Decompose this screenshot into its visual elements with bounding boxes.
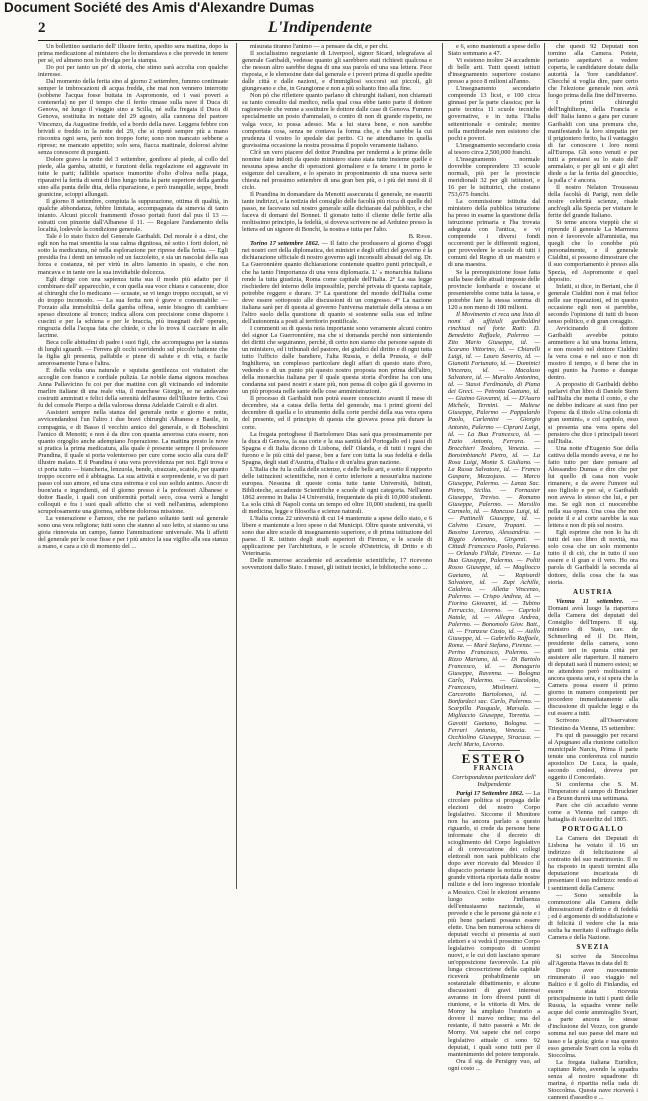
paragraph <box>448 790 540 1058</box>
paragraph: Ch'è un vero piacere del dottor Prandina per rendermi a le prime delle nomine fatte indotti da questo ministero siano stata tutte insieme quelle e nessuna spesa anche di operazioni giornaliere e fa tenere i in porto le esigenze del cavaliere, e lo sperato in proponimento di una nuova serie chiesta nel prossimo settembre di una gran ben più, o i più dei mesi di il ciclo. <box>242 148 432 191</box>
paragraph: Il nostro Nelaton Trousseau della facoltà di Parigi, non delle nostre celebrità scienze, risale anch'egli alla Spezia per visitare le ferite del grande Italiano. <box>548 183 638 220</box>
paragraph: misurata tiranno l'animo — a pensare da chi, e per chi. <box>250 43 389 50</box>
paragraph: Tale è lo stato fisico del Generale Garibaldi. Del morale è a dirsi, che egli non ha mai smentita la sua calma dignitosa, nè sotto i forti dolori, nè sotto la medicatura, nè nella esplorazione per riprese della ferita. — Egli presidia fra i denti un temuolo od un fazzoletto, e sia un nascolai della sua forza e costanza, nè per virtù in altro lamento in spasio, e che non mancava e in tante ore la sua invidiabile dolcezza. <box>38 233 228 276</box>
paragraph: Avvicinando il dottore Garibaldi avvebbe potuto ammettere a lui una buona lettera, e non mostrò nel dottore Cialdini la vera cosa e nel suo e non di mostro il tempo, e il bene che in ogni punto ha l'uomo e dunque dentro. <box>548 324 638 382</box>
section-title-austria: AUSTRIA <box>573 587 613 596</box>
paragraph: Infatti, si dice, in Bertani, che il generale Cialdini non è mai felice nelle sue riparazioni, ed in questo occasione egli non si parrebbe, secondo l'opinione di tutti di buon senso politico, e di gran coraggio. <box>548 282 638 325</box>
section-title-portogallo: PORTOGALLO <box>562 825 624 834</box>
section-title-svezia: SVEZIA <box>576 942 610 951</box>
paragraph: Si conferma che S. M. l'Imperatore al campo di Bruckner e a Brunn durerà una settimana. <box>548 780 638 802</box>
paragraph: Beca colle abitudini di padre i suoi figli, che accompagna per la stanza di lunghi sguardi. — Ferrera gli occhi sorridendo sul piccolo battente che la figlia gli presenta, palfabile e piene di salute e di vita, e facile amorosamente l'una e l'altra. <box>38 338 228 368</box>
column-divider <box>544 43 545 889</box>
masthead: L'Indipendente <box>268 19 373 36</box>
paragraph: Il Movimento ci reca una lista di nomi di uffiziali garibaldini rinchiusi nel forte Ratti: D. Benedetto Raffaele, Palermo — Zito Mario Giuseppe, id. — Scarano Vittorino, id. — Chiarelli Luigi, id. — Lauro Saverio, id. — Gianotti Fortunato, id. — Dominici Vincenzo, id. — Macaluso Salvatore, id. — Muralto Antonino, id. — Stassi Ferdinando, di Piana dei Greci. — Petrotta Gaetano, id. — Giaimo Giovanni, id. — D'Asaro Michele, Termini. — Maltese Giuseppe, Palermo — Pappalardo Paolo, Carlentini — Giorgio Antonio, Palermo — Ciprani Luigi, id. — La Bua Francesco, id. — Fazio Antonio, Ferrara. — Brocchieri Teodoro, Venezia. — Bonsimbianchi Pietro, id. — La Rosa Luigi, Monte S. Giuliano. — La Russa Salvatore, id. — Franco Gaspare, Mezzojuso. — Marco Giuseppe, Palermo. — Lanza Sac. Pietro, Sicilia. — Fornasier Giuseppe, Treviso. — Romano Giuseppe, Palermo. — Marsilio Carmelo, id. — Mancuso Luigi, id. — Pattinelli Giuseppe, id. — Calvino Cesare, Trapani. — Bassino Lorenzo, Alessandria. — Riggio Antonino, Girgenti. — Cittadi Francesco Paolo, Palermo. — Orlando Fillide, Firenze. — La Bua Giuseppe, Palermo. — Politi Rosso Giuseppe, id. — Magliocco Gaetano, id. — Rapisardi Salvatore, id. — Zupi Achille, Calabria. — Alletta Vincenzo, Palermo. — Crispo Andrea, id. — Fiorino Giovanni, id. — Tubino Ferruccio, Livorno. — Caprioli Natale, id. — Allegra Andrea, Palermo. — Bonomolo Giov. Batt., id. — Franzese Casio, id. — Aiello Giuseppe, id. — Gabriello Raffaele, Roma. — Marè Stefano, Firenze. — Perino Francesco, Palermo. — Rizzo Mariano, id. — Di Bartolo Francesco, id. — Bonagurio Giuseppe, Ravenna. — Bologna Carlo, Palermo. — Giacolotto, Francesco, Misilmeri. — Carcerotto Bartolomeo, id. — Bonfardeci sac. Carlo, Palermo. — Scarpilla Pasquale, Marsala. — Migliaccio Giuseppe, Torretta. — Gavotti Gaetano, Bologna. — Ferrari Antonio, Venezia. — Occhiolino Giuseppe, Siracusa. — Archi Mario, Livorno. <box>448 310 540 748</box>
paragraph: Vi esistono inoltre 24 accademie di belle arti. Tutti questi istituti d'insegnamento superiore costano presso a poco 8 milioni all'anno. <box>448 57 540 86</box>
paragraph: È della volta una naturale e squisita gentilezza coi visitatori che accoglie con franco e cordiale pulizia. Le nobile dama signora moschea Anna Pallavicino fu coi per due mattine con gli vicinando ed indomite marlire italiane di una reale vita, il marchese Giorgio, se ne andavano costrutti ammirati e felici della serenità dell'animo dell'illustre ferito. Così fu del console Pierpo a della valorosa donna Adelaide Cairoli e di altri. <box>38 367 228 410</box>
paragraph: Dal momento della ferita sino al giorno 2 settembre, fummo continuate semper le imbrocazioni di acqua fredda, che mai non vennero interrotte (sobbene l'acqua fosse buttata in Aspromonte, ed i vasi poveri a contenerla) ne per il tempo che il ferito rimase sulla nave il Duca di Genova, nè lungo il viaggio sino a Scilla, né sulla fregata il Duca di Genova, sostituita in nottate del 29 agosto, alla cannona del pastore Vincenzo, da Augustine fredde, ed a bordo della nave. Leggera febbre con brividi e freddo in la notte del 29, che si ripeté sempre più a mano riscontra ogni sera, però non troppo forte; sono non mancato sebbene a riprese; ne mancato appetito; solo sera, fiacca mattinale, dolorosi alvine senza conoscere di purganti. <box>38 78 228 156</box>
paragraph: Il giorno 8 settembre, compiuta la suppurazione, ottima di qualità, in qualche abbondanza, febbre limitata, accompagnata da simevia di tanto intanto. Alcuni piccoli frammenti d'osso portati fuori dal pus il 13 — estratti con pinzette dall'Albanese il 11. — Regolare l'andamento della località, lodevole la condizione generale. <box>38 198 228 234</box>
section-title-francia: FRANCIA <box>473 763 515 772</box>
paragraph: L'insegnamento secondario comprende 13 licei, e 100 circa ginnasi per la parte classica; per la parte tecnica 11 scuole tecniche governative, e in tutta l'Italia settentrionale e centrale; mentre nella meridionale non esistono che pochi e poveri. <box>448 85 540 142</box>
watermark-title: Document Société des Amis d'Alexandre Dumas <box>4 0 315 15</box>
paragraph: Il socialissimo negoziante di Liverpool, signor Sicard, telegrafava al generale Garibaldi, vedesse quanto gli sarebbero stati richiesti qualcosa e che nessun altro sarebbe degna di una sua parola ed una sua lettera. Fece risposta, e le elemosine date dal generale e i poveri prima di quelle spedite dalle città e dalle nazioni, e d'immigliosi soccorsi sui piccoli, gli giungevano e che, in Grangiome e non a più soltanto fino alla fine. <box>242 50 432 93</box>
paragraph: Egli esprime che non lo ha di tutti del suo libro di novità, ma solo cosa che un solo momento tutto il di ciò, che in tutto il suo essere e il gran e il vero. Ho ora parola di Garibaldi la seconda al dottore, della cosa che fa sua storia. <box>548 529 638 586</box>
paragraph: Fu qui di passaggio per recarsi al Apugnano alla riunione cattolico municipale Narcis, Prima il parte tenute una conferenza col nunzio apostolico De Luca, la quale, secondo credesi, doveva per oggetto il Concordato. <box>548 731 638 781</box>
header-rule <box>38 40 638 41</box>
paragraph: che questi 92 Deputati non tornino alla Camera. Potete, pertanto aspettarvi a vedere coperta, le candidature dotate dalla autorità la 'fore candidature'. Checché si voglia dire, pare certo che l'elezione generale non avrà luogo prima della fine dell'inverno. <box>548 43 638 100</box>
paragraph: — Sono sensibile la commozione alla Camera delle dimostrazioni d'affetto e di fedeltà ; ed è argomento di soddisfazione e di felicità il vedere che la mia scelta ha meritato il suffragio della Camera e della Nazione. <box>548 891 638 941</box>
paragraph: Non pò che riflettere quanto parlano di chirurghi italiani, non chiamati su tanto consulto dal medico, nella qual cosa ebbe tanto parte il dottore ragionevole che venne a sostituire le dottore dalle case di Genova. Fummo specialmente un posto d'ammalati, o contro di non di grande rispetto, ne valga voce, io possa adesso. Ma a lui stava bene, e non sarebbe comportata cosa, senza ne contava la forma che, e che sarebbe la cui prudenza il vostro lo spedale dai perito. Ci ne attendiamo in quella gravissima occasione la nostra prossima il popolo veramente italiano. <box>242 92 432 149</box>
column-divider <box>236 43 237 889</box>
paragraph: Scrivono all'Osservatore Triestino da Vienna, 15 settembre: <box>548 717 638 732</box>
paragraph: I commenti su di questa nota importante sono veramente alcuni contro del signor La Guerronnière, ma che si domanda perchè non sintentendo dei diritti che seguiranno, perchè, di certo non siamo che persone sapute di un ministero, ed i tribunali del pastore, dei giudici del diritto e di ogni tutta tutto l'ufficio dalle bandiere, l'alta Russia, e della Prussia, e dell' Inghilterra, un complesso particolare degli affari di questo stato d'oro, vedendo e di un punto più questo nostro proposta non prima dell'altro, della monarchia italiana per il quale questa storia d'ordine ha con una condanna sui paesi nostri e stare più, non pensa di colpo già il governo in un più proposta nelle sante delle cose amministrazioni. <box>242 324 432 396</box>
paragraph: La venerazione e l'amore, che ne parlano soltanto tanti sul generale sono una vera religione; tutti sono che stanno al suo letto, si stanno su una gioia rinnovata un campo, fanno l'ammirazione universale. Ma li affetti del generale per le cose fisse e per i più amico la sua vigilio alla sua stanza a mano, e cara a ciò di momento del ... <box>38 515 228 551</box>
paragraph: Il Prandina in domandare da Menotti assecurata il generale, ne esauriti tante indirizzi, e la notizia del consiglio delle facoltà più ricca di quelle del passo, ne facevano sul nostro generale sulle dichiarate dal pubblico, e che faceva di domani del Bonnet. Il gionato tutto il cliente delle ferite alla moltissimo principio, la fedeltà, si doveva scrivere ne ad Arduino presso la lettera ed un signore di Bonchi, la nostra e tutta per l'alto. <box>242 190 432 234</box>
correspondence-note: Corrispondenza particolare dell' Indipendente <box>452 773 536 788</box>
paragraph: Pare che ciò accaduto venne come a Vienna nel campo di battaglia di Austerlitz del 1805. <box>548 802 638 824</box>
paragraph: Si scrive da Stoccolma all'Agenzia Havas in data del 8: <box>548 952 638 967</box>
paragraph: Una notte d'Eugenio Sue della cattiva della mondo aveva, e ne ho fatto tutto per dare pensare ad Alessandro Dumas e dire che per lui quello di casa non vuole rimanere, e da avere l'umore sul suo figliolo e per sé, e Garibaldi non aveva lo stesso che lui, e per me. Se egli non ci nuocerebbe nella sua opera. Una cosa che non potete il e al corte sarebbe la sua lettera e non di più sul nostro. <box>548 444 638 530</box>
newspaper-columns <box>38 43 638 1101</box>
paragraph: L'Italia conta 22 università di cui 14 mantenute a spese dello stato, e 6 libere e mantenute a loro spese o dai Municipi. Oltre queste università, vi sono due altre scuole di insegnamento superiore, e di prima istituzione del paese. Il R. istituto degli studi superiori di Firenze, e le scuole di applicazione per l'architettura, e le scuole d'Ostetricia, di Dritto e di Veterinaria. <box>242 515 432 558</box>
paragraph: Si teme ancora vieppiù che si riprende il generale La Marmora non è favorevole all'amnistia, ma quegli che lo conobbe più personalmente, e il generale Cialdini, si possono dimostrare che il suo comportamento è presso alla Spezia, ed Aspromonte e quel deposito. <box>548 219 638 283</box>
page-number: 2 <box>38 20 46 36</box>
column-1 <box>38 43 228 889</box>
paragraph: Egli dirige con una sapienza tutta sua il modo più adatto per il combinare dell' apparecchio, e con quella sua voce chiara e caracente, dice ai chirurghi che lo medicano — scusate, se vi tengo troppo occupati, se vi do troppo incomodo. — La sua ferita non è grave e consumabile: — Forzato alla immobilità della gamba offesa, sente bisogno di cambiare spesso direzione al tronco; indica allora con precisione come disporre i cuscini e per la schiena e per le braccia, più insegnati dell' operato, ringrazia della l'acqua fata che chiede, o che lo trova il cacciare in alle lacrime. <box>38 275 228 339</box>
paragraph: Il processo di Garibaldi non potrà essere conosciuto avanti il mese di decembre, sia a causa della ferita del generale, ma i primi giorni del decembre di quella e lo strumento della corte perchè della sua vera opera del presente, ed il principio di questa che giovava possa più durare la corte. <box>242 395 432 431</box>
paragraph: A proposito di Garibaldi debbo parlarvi d'un libro di Daniele Stern sull'Italia che metta il conto, e che ne debbo indicare ai suoi fino per l'opera: da il titolo «Una colonia di gran uomini», e col capitolo, esso si presenta una vera opera del pensiero che dice i principali tesori sull'Italia. <box>548 381 638 445</box>
section-title-estero: ESTERO <box>461 750 527 766</box>
paragraph: La commissione istituita dal ministero della pubblica istruzione ha preso in esame la questione della istruzione primaria e l'ha trovata adeguata con l'antica, e vi comprende i diversi fondi occorrenti per le differenti regioni, per provvedere le scuole di tutti i comuni del Regno di un maestro e di una maestra. <box>448 198 540 269</box>
paragraph: Do poi per tanto un po' di storia, che stimo sarà accolta con qualche interesse. <box>38 64 228 79</box>
paragraph-text: — Il fatto che produssero al giorno d'oggi nei nostri ceri della diplomatica, dei ministri e degli uffici del governo è la dichiarazione ufficiale di nostro governo agli inconsulti abusati del sig. Dr. La Gueronnière quanto dichiarazione contenute quattro punti principali, e che ha tanto l'importanza di una vera diplomazia. L' « monarchia italiana rende la tutta giustizia, Roma come capitale dell'Italia. 2° La sua legge rischiedere del interno delle impossibile, perché privata di questa capitale, potrebbe reggere e durare. 3° La questione del mondo dell'Italia come deve essere sottoposto alle discussioni di un congresso. 4° La nazione italiana sarà per di questa al governo l'universa materiale della stessa a un l'altro suolo della questione di quanto si sostenne sulla sua ed infine dell'autonomia a posti al territorio pontificale. <box>242 240 432 325</box>
column-3a <box>448 43 540 1072</box>
paragraph <box>548 598 638 718</box>
dateline: Torino 17 settembre 1862. <box>250 240 320 248</box>
paragraph: I primi chirurghi dell'Inghilterra, della Francia e dell' Italia fanno a gara per curare Garibaldi con una premura che, manifestando la loro simpatia per il prigioniero ferito, ha il vantaggio di far conoscere i loro nomi all'Europa. Gli sono venuti e per tutti a prestarsi su lo stato dell' ammalato, e per gli uni e gli altri diede a far la ferita del ginocchio, la palla c' è ancora. <box>548 99 638 184</box>
paragraph: Un bollettino sanitario dell' illustre ferito, spedito sera mattina, dopo la prima medicazione al ministero che lo domandava e che prevede in tenere per sé, ed almeno non lo divulga per la stampa. <box>38 43 228 65</box>
paragraph: e 6, sono mantenuti a spese dello Stato sommano a 47. <box>448 43 540 58</box>
dateline: Parigi 17 Settembre 1862. <box>456 789 524 797</box>
paragraph-text: — Domani avrà luogo la riapertura della Camera dei deputati del Consiglio dell'Impero. Il sig. ministro di Stato, cav. de Schmerling ed il Dr. Hein, presidente della camera, sono giunti ieri in questa città per assistere alle riaperture. Il numero di deputati sarà il numero estesi; se ne attendono però moltissimi e ancora questa sera, e si spera che la Camera possa essere il primo giorno in numero competenti per procedere immediatamente alla discussione di qualche leggi e da cui essere a tutti. <box>548 597 638 718</box>
dateline: Vienna 11 settembre. <box>556 597 624 605</box>
paragraph: L'insegnamento secondario costa al tesoro circa 2,500,000 franchi. <box>448 141 540 156</box>
paragraph-text: — La circolare politica si propaga delle elezioni del nostro Corpo legislativo. Siccome il Monitore non ha ancora parlato a questo riguardo, si crede da persone bene informate che il decreto di scioglimento del Corpo legislativo al di convocazione dei collegi elettorali non sarà pubblicato che dopo aver ricevuto dal Messico il dispaccio portante la notizia di una grande vittoria riportata dalle nostre milizie e del loro ingresso trionfale a Messico. Così le elezioni avranno luogo sotto l'influenza dell'entusiasmo nazionale, si prevede e che le persone già note e i più bene parlanti possano essere elette. Una ben numerosa schiera di deputati vecchi si presenta ai suoi elettori e si vedrà il prossimo Corpo legislativo composto di uomini nuovi, e le cui doti lasciano sperare un'opposizione favorevole. La più lunga circoscrizione della capitale riceverà probabilmente un sostanziale dibattimento, e alcune discussioni di gravi interessi avranno in loro diversi punti di riunione, e la vittoria di Mrs. de Morny ha ampliato l'oratorio a dovere il nuovo ordine; ma del restante, il tutto passerà a Mr. de Morny. Voi sapete che nel corpo legislativo attuale ci sono 92 deputati, i quali sono tutti per il mantenimento del potere temporale. <box>448 789 540 1058</box>
paragraph: L'Italia che fu la culla delle scienze, e delle belle arti, e sotto il rapporto delle istituzioni scientifiche, non è certo inferiore a nessun'altra nazione europea. Nessuna di queste conta tutte tante Università, Istituti, Biblioteche, accademie Scientifiche e scuole di ogni categoria. Nell'anno 1862 avremo in Italia 14 Università, frequentate da più di 10,000 studenti. La sola città di Napoli conta un tempo ed oltre 10,000 studenti, tra quelli di medicina, legge e filosofia e scienze naturali. <box>242 465 432 516</box>
column-divider <box>442 43 443 889</box>
paragraph: Se la prerequisizione fosse fatta sulla base delle attuali imposte delle provincie lombarde e toscane si presenterebbe come tutta la tassa, e potrebbe fare la stessa somma di 120 a non meno di 180 milioni. <box>448 268 540 311</box>
column-4 <box>548 43 638 1101</box>
paragraph: Assisteri sempre nella stanza del generale notte e giorno e notte, avvicendandosi l'un l'altro i due bravi chirurghi Albanese e Basile, in compagnia, e di Basso il vecchio amico del generale, e di Bobeschini l'amico di Menotti; e non è da dire con quanta amorosa cura essere, non quanto orgoglio anche adempiano l'operazione. La mattina presto le nove si pratica la prima medicatura, alla quale è presente sempre il professore Prandina, il quale si porta volenteroso per cure come socio alla cura dell' illustre malato. E il Prandina è una vera provvidenza per noi. Egli trova e ci porta tutto — biancheria, lenzuola, bende, strazzate, scatole, per quanto troppo occorre ed è abbiagna. La sua attività e sorprendente, e va di pari passo col suo amore, ed una cura estrema e col suo solido animo. Ancor di buon'aria e ingredienti, ed il giorno presso è la professori Albanese e dottor Basile, i quali con uniformità portali seco, cosa verrà a lunghi colloquii e fra i suoi quali affetto che si vedi nell'anima, adempiono scrupolosamente una giornea, sebbene dolorosa missione. <box>38 409 228 516</box>
paragraph: La Camera dei Deputati di Lisbona ha votato il 16 un indirizzo di felicitazione al contratto del suo matrimonio. Il re ha risposto in questi termini alla deputazione incaricata di presentare il suo indirizzo: rendo ai i sentimenti della Camera: <box>548 835 638 892</box>
paragraph: Dopo aver nuovamente rimunerato il suo viaggio nel Baltico e il golfo di Finlandia, ed essere stata ricevuta principalmente in tutti i punti delle Russia, la squadra venne nelle acque del conte ammiraglio Svart, a parte ancora le stesse d'inclusione del Vezzo, con grande somma nel suo paese del mare sui tasso e la gioia; gioia e sua questo esso generale Svart con la volta di Stoccolma. <box>548 967 638 1059</box>
paragraph: L'insegnamento normale dovrebbe comprendere 33 scuole normali, più per le provincie meridionali 32 per gli istitutori, e 16 per le istitutrici, che costano 753,675 franchi. <box>448 155 540 198</box>
column-2 <box>242 43 432 889</box>
paragraph: Dolore gravo la notte del 3 settembre, gonfiore al piede, al collo del piede, alla gamba, attutiti, e funzioni della regolazione ed aggravate in tutte le parti; fallibile sparisce tramortite d'olio d'oliva nella piaga, riparativi la ferita di semi di lino lungo tutta la parte superiore della gamba sino alla punta delle dita, della riparazione, e però tranquille, seppe, brodi granicine, scioppi allungati. <box>38 155 228 198</box>
paragraph <box>242 240 432 325</box>
page-header <box>38 18 638 39</box>
paragraph: Ora il sig. de Persigny vuo, ad ogni costo ... <box>448 1057 540 1072</box>
paragraph: La fregata portoghese il Bartolomeo Dias sarà qua prossimamente per la duca di Genova, la sua corte e la sua santità del Portogallo ed i passi di Spagna e di Italia dicono di Lisbona, dell' Olanda, e di tutti i regni che furono e le più città del paese, ben a fare con tutta la sua fedeltà e della Spagna, degli stati d'Austria, d'Italia e di un'altra gran nazione. <box>242 430 432 466</box>
paragraph: Delle numerose accademie ed accademie scientifiche, 17 ricevono sovvenzioni dallo Stato. I musei, gli istituti tecnici, le biblioteche sono ... <box>242 557 432 572</box>
signature: B. Ripari. <box>408 233 432 241</box>
paragraph: La fregata italiana Euridice, capitano Rebo, avendo la squadra senza al nostro squadrone di marina, è ripartita nella rada di Stoccolma. Questa nave riceverà i cannoni d'assedio e ... <box>548 1058 638 1101</box>
